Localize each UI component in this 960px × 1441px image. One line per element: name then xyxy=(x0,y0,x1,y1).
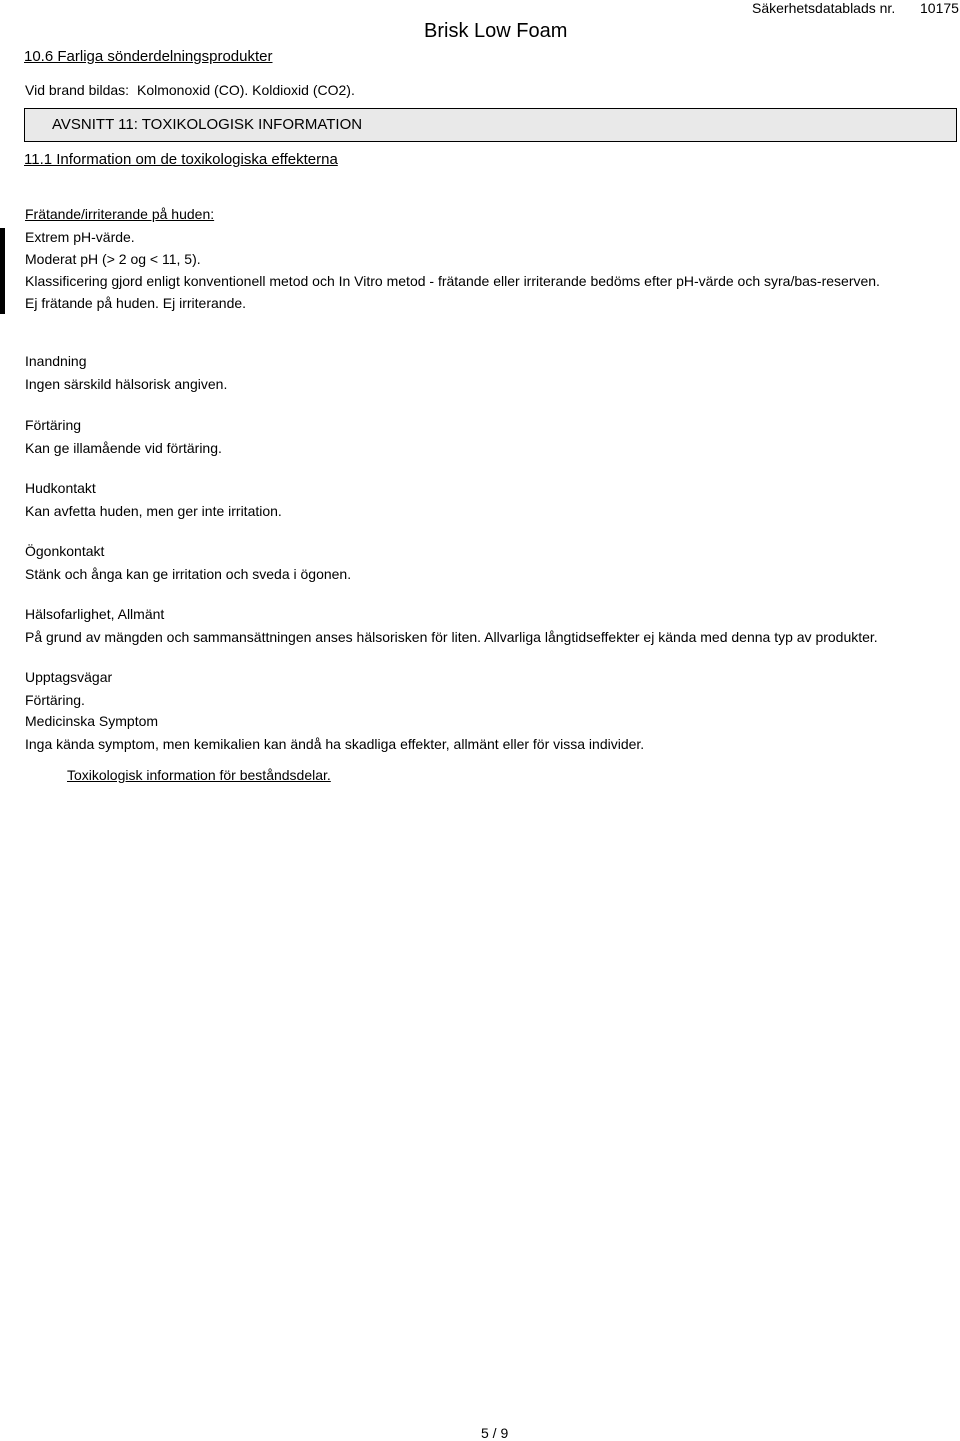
skin-corrosion-heading: Frätande/irriterande på huden: xyxy=(25,206,215,222)
health-general-heading: Hälsofarlighet, Allmänt xyxy=(25,606,165,622)
skin-contact-heading: Hudkontakt xyxy=(25,480,96,496)
section-10-6-heading: 10.6 Farliga sönderdelningsprodukter xyxy=(24,48,273,65)
eye-contact-heading: Ögonkontakt xyxy=(25,543,105,559)
medical-symptoms-text: Inga kända symptom, men kemikalien kan ändå ha skadliga effekter, allmänt eller för vissa individer. xyxy=(25,736,645,752)
inhalation-heading: Inandning xyxy=(25,353,87,369)
revision-change-bar xyxy=(0,228,5,314)
component-tox-info-link[interactable]: Toxikologisk information för beståndsdelar. xyxy=(67,767,331,783)
skin-corrosion-line: Klassificering gjord enligt konventionell metod och In Vitro metod - frätande eller irriterande bedöms efter pH-värde och syra/bas-reserven. xyxy=(25,273,880,289)
ingestion-text: Kan ge illamående vid förtäring. xyxy=(25,440,222,456)
eye-contact-text: Stänk och ånga kan ge irritation och sveda i ögonen. xyxy=(25,566,352,582)
section-11-header xyxy=(24,108,957,142)
fire-products-label: Vid brand bildas: xyxy=(25,82,130,98)
skin-corrosion-line: Extrem pH-värde. xyxy=(25,229,135,245)
section-11-1-heading: 11.1 Information om de toxikologiska effekterna xyxy=(24,151,338,168)
fire-products-value: Kolmonoxid (CO). Koldioxid (CO2). xyxy=(137,82,355,98)
product-name: Brisk Low Foam xyxy=(424,20,568,42)
section-11-title: AVSNITT 11: TOXIKOLOGISK INFORMATION xyxy=(52,116,363,133)
medical-symptoms-heading: Medicinska Symptom xyxy=(25,713,159,729)
exposure-routes-heading: Upptagsvägar xyxy=(25,669,113,685)
ingestion-heading: Förtäring xyxy=(25,417,82,433)
inhalation-text: Ingen särskild hälsorisk angiven. xyxy=(25,376,228,392)
sds-number: 10175 xyxy=(920,0,959,16)
page-number: 5 / 9 xyxy=(481,1425,509,1441)
sds-number-label: Säkerhetsdatablads nr. xyxy=(752,0,896,16)
skin-corrosion-line: Ej frätande på huden. Ej irriterande. xyxy=(25,295,247,311)
health-general-text: På grund av mängden och sammansättningen anses hälsorisken för liten. Allvarliga långtidseffekter ej kända med denna typ av produkter. xyxy=(25,629,878,645)
skin-contact-text: Kan avfetta huden, men ger inte irritation. xyxy=(25,503,282,519)
skin-corrosion-line: Moderat pH (> 2 og < 11, 5). xyxy=(25,251,201,267)
exposure-routes-text: Förtäring. xyxy=(25,692,85,708)
